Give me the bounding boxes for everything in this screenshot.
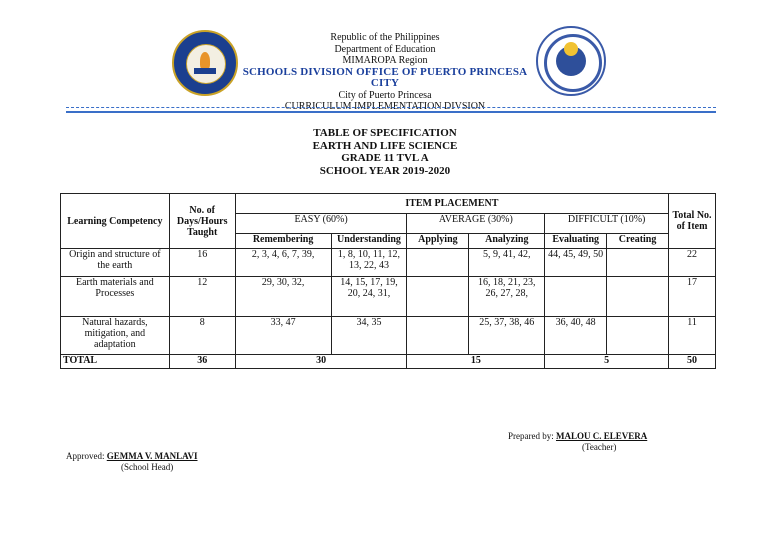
total-cell: 17 [669,277,716,317]
total-difficult: 5 [545,355,669,369]
prepared-by-label: Prepared by: [508,431,554,441]
city-line: City of Puerto Princesa [338,89,432,101]
creating-cell [607,277,669,317]
specification-table [60,193,716,369]
header-creating: Creating [607,234,669,249]
approved-by-name: GEMMA V. MANLAVI [106,451,198,461]
remembering-cell: 2, 3, 4, 6, 7, 39, [235,249,331,277]
competency-cell: Natural hazards, mitigation, and adaptation [61,317,170,355]
title-line-2: EARTH AND LIFE SCIENCE [312,139,458,152]
creating-cell [607,317,669,355]
approved-by-label: Approved: [66,451,105,461]
title-line-3: GRADE 11 TVL A [341,152,429,164]
table-row [61,277,716,317]
analyzing-cell: 25, 37, 38, 46 [469,317,545,355]
total-cell: 22 [669,249,716,277]
header-difficult: DIFFICULT (10%) [545,214,669,234]
book-icon [194,68,216,74]
total-label: TOTAL [61,355,170,369]
deped-seal [536,26,606,96]
document-title [240,127,530,177]
approved-by-role: (School Head) [121,462,174,472]
header-remembering: Remembering [235,234,331,249]
prepared-by-role: (Teacher) [582,442,617,452]
approved-by-block [66,451,266,473]
unit-line: CURRICULUM IMPLEMENTATION DIVSION [284,101,486,112]
evaluating-cell: 44, 45, 49, 50 [545,249,607,277]
analyzing-cell: 16, 18, 21, 23, 26, 27, 28, [469,277,545,317]
header-easy: EASY (60%) [235,214,407,234]
table-row [61,249,716,277]
title-line-4: SCHOOL YEAR 2019-2020 [319,164,451,177]
total-easy: 30 [235,355,407,369]
letterhead [240,32,530,113]
header-competency: Learning Competency [61,194,170,249]
total-cell: 11 [669,317,716,355]
sun-icon [564,42,578,56]
understanding-cell: 1, 8, 10, 11, 12, 13, 22, 43 [331,249,407,277]
applying-cell [407,277,469,317]
header-days: No. of Days/Hours Taught [169,194,235,249]
header-understanding: Understanding [331,234,407,249]
prepared-by-name: MALOU C. ELEVERA [555,431,648,441]
division-logo [172,30,238,96]
table-row [61,317,716,355]
competency-cell: Origin and structure of the earth [61,249,170,277]
header-total: Total No. of Item [669,194,716,249]
total-items: 50 [669,355,716,369]
days-cell: 8 [169,317,235,355]
header-average: AVERAGE (30%) [407,214,545,234]
republic-line: Republic of the Philippines [330,32,440,43]
competency-cell: Earth materials and Processes [61,277,170,317]
header-item-placement: ITEM PLACEMENT [235,194,668,214]
division-line: SCHOOLS DIVISION OFFICE OF PUERTO PRINCESA CITY [242,65,528,89]
understanding-cell: 14, 15, 17, 19, 20, 24, 31, [331,277,407,317]
total-row [61,355,716,369]
applying-cell [407,317,469,355]
header-analyzing: Analyzing [469,234,545,249]
remembering-cell: 33, 47 [235,317,331,355]
title-line-1: TABLE OF SPECIFICATION [313,127,457,139]
header-evaluating: Evaluating [545,234,607,249]
prepared-by-block [508,431,708,453]
remembering-cell: 29, 30, 32, [235,277,331,317]
evaluating-cell: 36, 40, 48 [545,317,607,355]
analyzing-cell: 5, 9, 41, 42, [469,249,545,277]
applying-cell [407,249,469,277]
header-divider-solid [66,111,716,113]
days-cell: 12 [169,277,235,317]
header-divider-dotted [66,107,716,108]
creating-cell [607,249,669,277]
evaluating-cell [545,277,607,317]
understanding-cell: 34, 35 [331,317,407,355]
total-days: 36 [169,355,235,369]
region-line: MIMAROPA Region [342,55,428,66]
header-applying: Applying [407,234,469,249]
days-cell: 16 [169,249,235,277]
department-line: Department of Education [334,43,436,55]
total-average: 15 [407,355,545,369]
